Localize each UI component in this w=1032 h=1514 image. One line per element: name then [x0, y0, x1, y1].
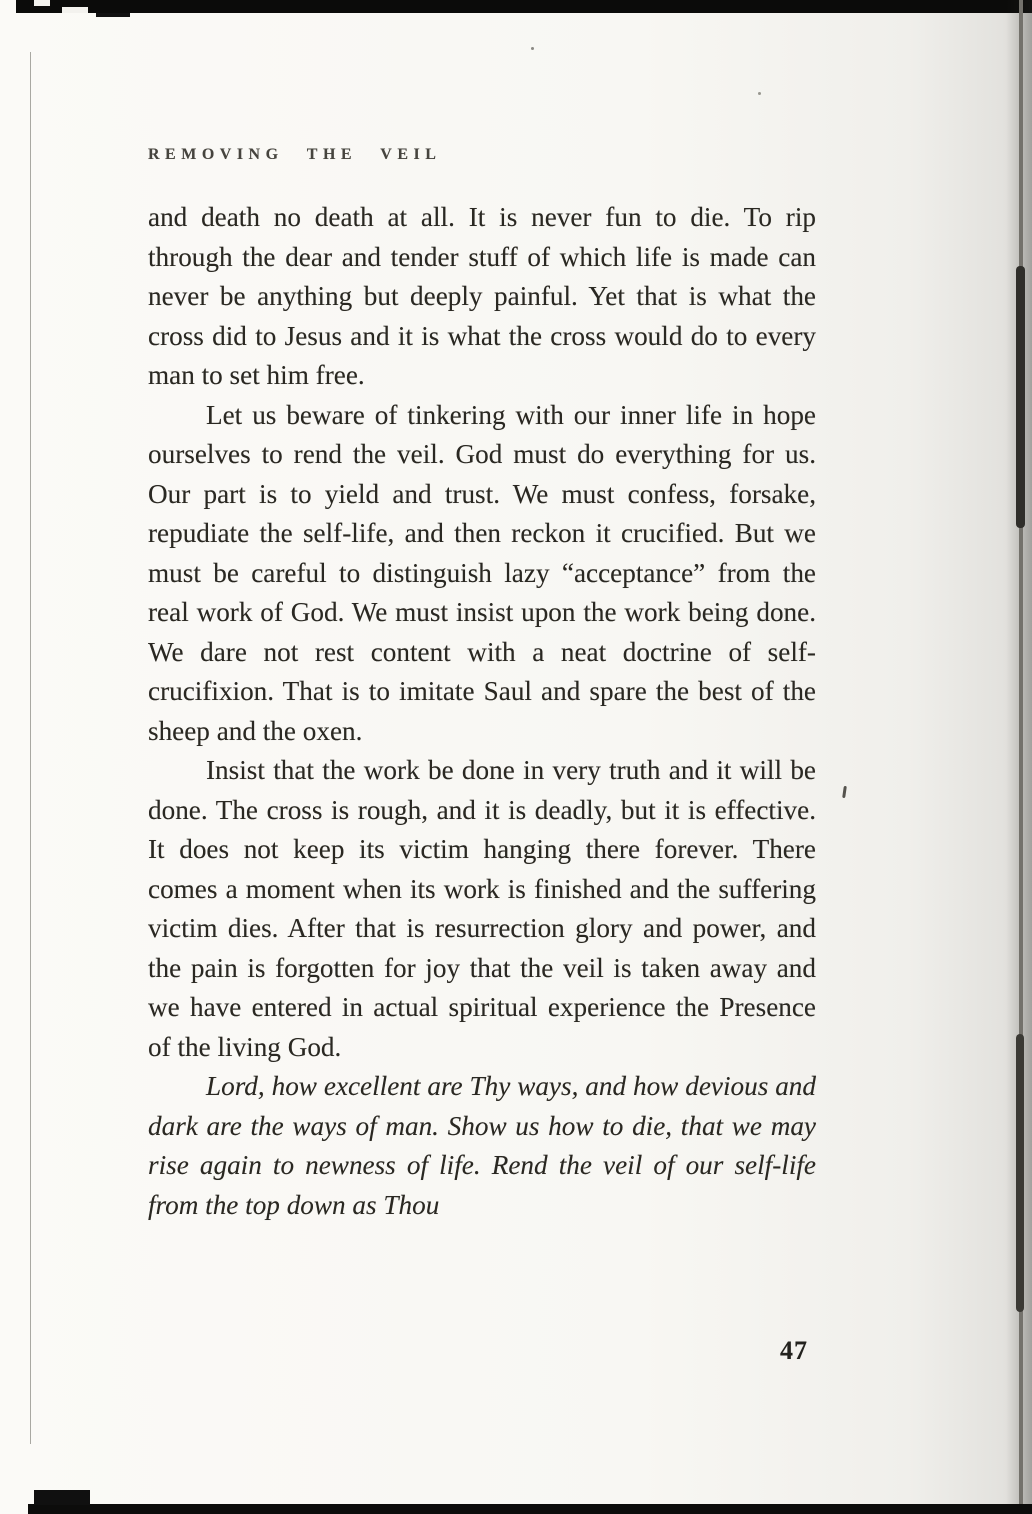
- paragraph-continuation: and death no death at all. It is never fun to die. To rip through the dear and tender stuff of which life is made can never be anything but deeply painful. Yet that is what the cross did to Jesus and it is what the cross would do to every man to set him free.: [148, 202, 816, 390]
- scan-mark: [34, 1490, 90, 1505]
- scan-edge-shadow: [1016, 266, 1025, 528]
- scan-mark: [96, 13, 130, 17]
- paragraph-prayer: Lord, how excellent are Thy ways, and how devious and dark are the ways of man. Show us how to die, that we may rise again to newness of life. Rend the veil of our self-life from the top down as Thou: [148, 1071, 816, 1220]
- running-header: REMOVING THE VEIL: [148, 146, 442, 163]
- paragraph-insist-work-done: Insist that the work be done in very truth and it will be done. The cross is rough, and it is deadly, but it is effective. It does not keep its victim hanging there forever. There comes a moment when its work is finished and the suffering victim dies. After that is resurrection glory and power, and the pain is forgotten for joy that the veil is taken away and we have entered in actual spiritual experience the Presence of the living God.: [148, 755, 816, 1062]
- scan-edge-bottom: [28, 1504, 1032, 1514]
- scan-fold-line: [30, 52, 31, 1444]
- scan-edge-top: [16, 0, 1032, 13]
- scan-notch: [62, 7, 88, 13]
- paragraph-beware-of-tinkering: Let us beware of tinkering with our inner life in hope ourselves to rend the veil. God must do everything for us. Our part is to yield and trust. We must confess, forsake, repudiate the self-life, and then reckon it crucified. But we must be careful to distinguish lazy “acceptance” from the real work of God. We must insist upon the work being done. We dare not rest content with a neat doctrine of self-crucifixion. That is to imitate Saul and spare the best of the sheep and the oxen.: [148, 399, 816, 746]
- scan-speck: [531, 47, 534, 50]
- page-text: [148, 198, 816, 1225]
- page-number: 47: [780, 1336, 808, 1365]
- scan-edge-shadow: [1016, 1034, 1024, 1312]
- scan-speck: [758, 92, 761, 95]
- scan-notch: [34, 0, 50, 6]
- scan-speck: [842, 786, 847, 798]
